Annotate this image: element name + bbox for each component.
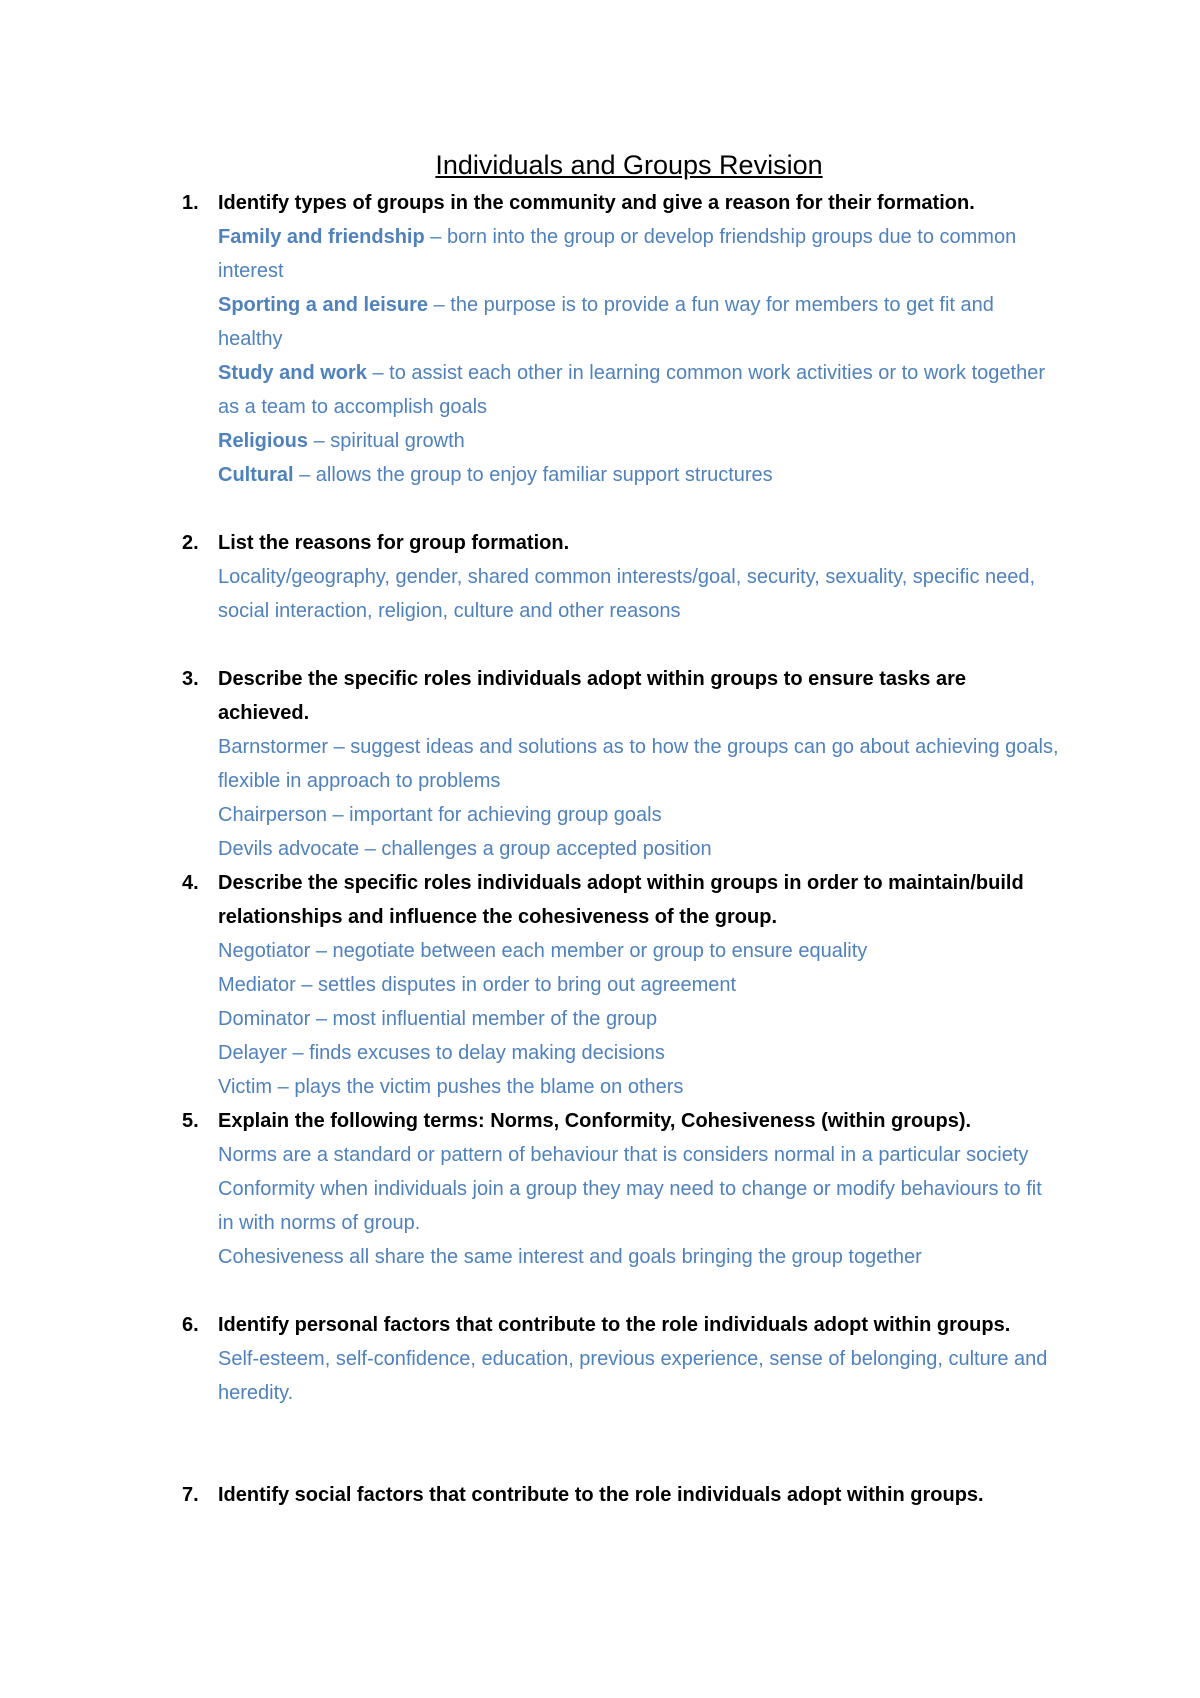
spacer (178, 628, 1060, 662)
question-7 (178, 1478, 1060, 1512)
answer-item: Devils advocate – challenges a group accepted position (218, 838, 712, 860)
answer-detail: – to assist each other in learning common work activities or to work together as a team to accomplish goals (218, 362, 1045, 418)
answer-detail: – born into the group or develop friendship groups due to common interest (218, 226, 1017, 282)
question-number: 1. (182, 192, 199, 214)
question-6 (178, 1308, 1060, 1410)
answer-term: Cultural (218, 464, 294, 486)
question-text: Identify social factors that contribute to the role individuals adopt within groups. (218, 1484, 984, 1506)
question-2 (178, 526, 1060, 628)
question-4 (178, 866, 1060, 1104)
answer-item: Conformity when individuals join a group they may need to change or modify behaviours to fit in with norms of group. (218, 1178, 1042, 1234)
answer-item: Dominator – most influential member of the group (218, 1008, 658, 1030)
answer-item: Cohesiveness all share the same interest and goals bringing the group together (218, 1246, 922, 1268)
answer-item: Victim – plays the victim pushes the blame on others (218, 1076, 684, 1098)
answer-item (218, 220, 1060, 288)
question-text: Describe the specific roles individuals adopt within groups to ensure tasks are achieved. (218, 668, 966, 724)
question-text: Explain the following terms: Norms, Conformity, Cohesiveness (within groups). (218, 1110, 972, 1132)
spacer (178, 1274, 1060, 1308)
question-number: 7. (182, 1484, 199, 1506)
question-text: List the reasons for group formation. (218, 532, 570, 554)
question-text: Identify types of groups in the community and give a reason for their formation. (218, 192, 975, 214)
answer-detail: – spiritual growth (308, 430, 465, 452)
question-5 (178, 1104, 1060, 1274)
answer-item: Locality/geography, gender, shared common interests/goal, security, sexuality, specific need, social interaction, religion, culture and other reasons (218, 566, 1036, 622)
answer-item: Mediator – settles disputes in order to bring out agreement (218, 974, 737, 996)
answer-item: Norms are a standard or pattern of behaviour that is considers normal in a particular society (218, 1144, 1029, 1166)
answer-item: Self-esteem, self-confidence, education, previous experience, sense of belonging, culture and heredity. (218, 1348, 1048, 1404)
answer-item (218, 288, 1060, 356)
question-text: Describe the specific roles individuals adopt within groups in order to maintain/build relationships and influence the cohesiveness of the group. (218, 872, 1024, 928)
question-text: Identify personal factors that contribute to the role individuals adopt within groups. (218, 1314, 1011, 1336)
spacer (178, 492, 1060, 526)
answer-item (218, 356, 1060, 424)
spacer (178, 1410, 1060, 1478)
answer-detail: – allows the group to enjoy familiar support structures (293, 464, 773, 486)
answer-item: Delayer – finds excuses to delay making decisions (218, 1042, 665, 1064)
question-number: 2. (182, 532, 199, 554)
question-number: 5. (182, 1110, 199, 1132)
question-number: 3. (182, 668, 199, 690)
answer-item (218, 424, 1060, 458)
page-title: Individuals and Groups Revision (435, 150, 823, 180)
answer-detail: – the purpose is to provide a fun way for members to get fit and healthy (218, 294, 994, 350)
question-number: 4. (182, 872, 199, 894)
question-3 (178, 662, 1060, 866)
question-1 (178, 186, 1060, 492)
answer-term: Study and work (218, 362, 367, 384)
answer-term: Sporting a and leisure (218, 294, 429, 316)
answer-item: Chairperson – important for achieving group goals (218, 804, 662, 826)
answer-item (218, 458, 1060, 492)
answer-term: Family and friendship (218, 226, 425, 248)
answer-item: Negotiator – negotiate between each member or group to ensure equality (218, 940, 868, 962)
question-number: 6. (182, 1314, 199, 1336)
answer-item: Barnstormer – suggest ideas and solutions as to how the groups can go about achieving goals, flexible in approach to problems (218, 736, 1059, 792)
answer-term: Religious (218, 430, 309, 452)
